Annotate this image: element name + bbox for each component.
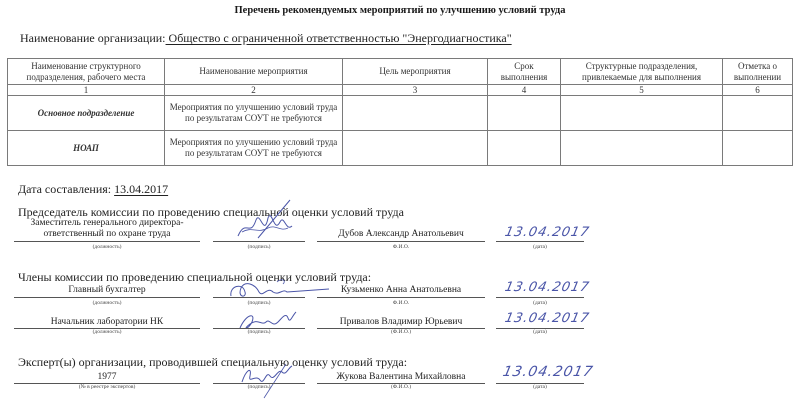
table-row — [8, 96, 793, 131]
expert-heading: Эксперт(ы) организации, проводившей специальную оценку условий труда: — [18, 355, 408, 369]
chair-name-underline — [317, 241, 485, 242]
members-heading: Члены комиссии по проведению специальной оценки условий труда: — [18, 270, 372, 284]
compilation-date-label: Дата составления: — [18, 182, 112, 196]
cell-goal — [343, 131, 488, 166]
chair-position-line1: Заместитель генерального директора- — [30, 218, 184, 228]
caption-position: (должность) — [92, 300, 122, 306]
column-number: 6 — [723, 85, 793, 96]
caption-date: (дата) — [533, 384, 547, 390]
member-position: Начальник лаборатории НК — [50, 317, 164, 327]
caption-name: (Ф.И.О.) — [390, 384, 412, 390]
measures-table — [7, 58, 793, 166]
expert-signature-icon — [230, 360, 300, 400]
organization-line — [20, 31, 512, 46]
caption-signature: (подпись) — [247, 244, 271, 250]
member-position-underline — [14, 297, 200, 298]
member-position: Главный бухгалтер — [68, 285, 146, 295]
cell-measure: Мероприятия по улучшению условий труда по результатам СОУТ не требуются — [165, 96, 343, 131]
chair-position-line2: ответственный по охране труда — [43, 229, 171, 239]
table-header-row — [8, 59, 793, 85]
column-number: 4 — [488, 85, 561, 96]
organization-label: Наименование организации: — [20, 31, 166, 45]
member-name: Кузьменко Анна Анатольевна — [340, 285, 462, 295]
header-unit: Наименование структурного подразделения, рабочего места — [8, 59, 165, 85]
cell-departments — [561, 96, 723, 131]
caption-date: (дата) — [533, 244, 547, 250]
compilation-date: 13.04.2017 — [114, 182, 169, 196]
header-deadline: Срок выполнения — [488, 59, 561, 85]
cell-deadline — [488, 96, 561, 131]
member-handwritten-date: 13.04.2017 — [503, 280, 592, 295]
chair-position-underline — [14, 241, 200, 242]
cell-mark — [723, 131, 793, 166]
cell-measure: Мероприятия по улучшению условий труда по результатам СОУТ не требуются — [165, 131, 343, 166]
organization-name: Общество с ограниченной ответственностью "Энергодиагностика" — [165, 31, 512, 45]
caption-position: (должность) — [92, 329, 122, 335]
member-signature-underline — [213, 297, 305, 298]
member-name: Привалов Владимир Юрьевич — [339, 317, 463, 327]
column-number: 5 — [561, 85, 723, 96]
cell-goal — [343, 96, 488, 131]
cell-deadline — [488, 131, 561, 166]
caption-signature: (подпись) — [247, 329, 271, 335]
column-number: 1 — [8, 85, 165, 96]
column-number: 3 — [343, 85, 488, 96]
caption-date: (дата) — [533, 300, 547, 306]
member-name-underline — [317, 297, 485, 298]
cell-unit: Основное подразделение — [8, 96, 165, 131]
caption-registry: (№ в реестре экспертов) — [78, 384, 136, 390]
caption-position: (должность) — [92, 244, 122, 250]
cell-mark — [723, 96, 793, 131]
cell-unit: НОАП — [8, 131, 165, 166]
expert-name: Жукова Валентина Михайловна — [336, 372, 466, 382]
member-date-underline — [496, 297, 584, 298]
chair-signature-underline — [213, 241, 305, 242]
caption-signature: (подпись) — [247, 300, 271, 306]
header-departments: Структурные подразделения, привлекаемые для выполнения — [561, 59, 723, 85]
caption-signature: (подпись) — [247, 384, 271, 390]
caption-date: (дата) — [533, 329, 547, 335]
header-goal: Цель мероприятия — [343, 59, 488, 85]
caption-name: Ф.И.О. — [392, 300, 410, 306]
expert-registry-number: 1977 — [97, 372, 117, 382]
caption-name: Ф.И.О. — [392, 244, 410, 250]
chair-date-underline — [496, 241, 584, 242]
table-row — [8, 131, 793, 166]
table-number-row — [8, 85, 793, 96]
chair-name: Дубов Александр Анатольевич — [338, 229, 464, 239]
document-title: Перечень рекомендуемых мероприятий по улучшению условий труда — [234, 5, 566, 16]
header-measure: Наименование мероприятия — [165, 59, 343, 85]
caption-name: (Ф.И.О.) — [390, 329, 412, 335]
header-mark: Отметка о выполнении — [723, 59, 793, 85]
chair-handwritten-date: 13.04.2017 — [503, 225, 592, 240]
column-number: 2 — [165, 85, 343, 96]
member-handwritten-date: 13.04.2017 — [503, 311, 592, 326]
expert-handwritten-date: 13.04.2017 — [501, 364, 595, 380]
compilation-date-line — [18, 182, 168, 197]
chair-heading: Председатель комиссии по проведению специальной оценки условий труда — [18, 205, 404, 219]
cell-departments — [561, 131, 723, 166]
